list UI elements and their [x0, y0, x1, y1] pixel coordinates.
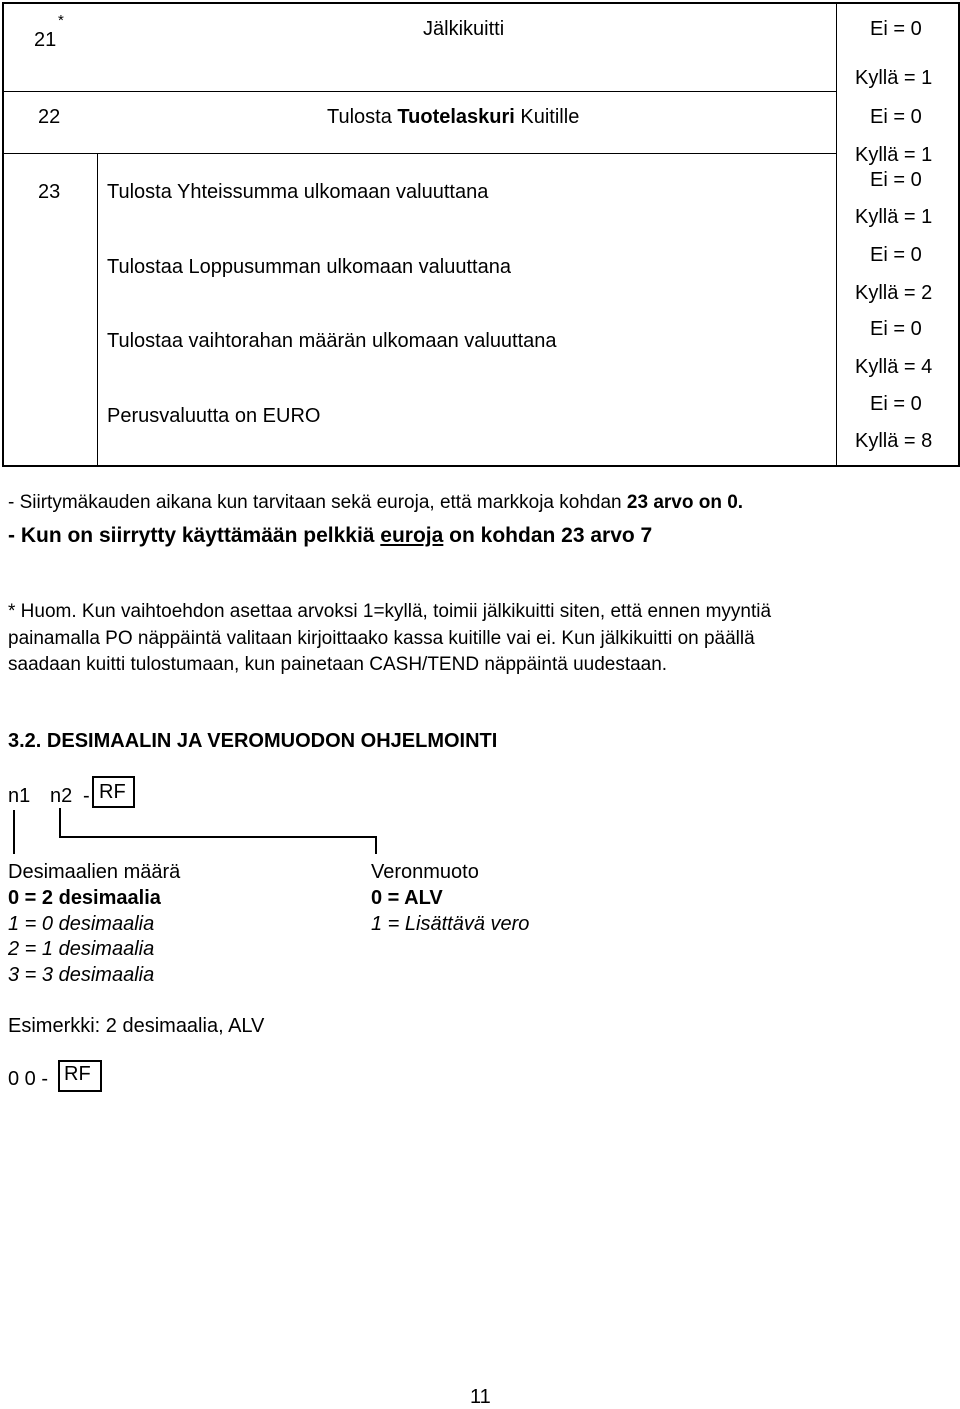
formula-n1: n1 [8, 785, 31, 807]
decimals-heading: Desimaalien määrä [8, 861, 181, 883]
row-21-number: 21 [34, 29, 57, 51]
decimals-option-3: 3 = 3 desimaalia [8, 964, 155, 986]
row-23-number: 23 [38, 181, 61, 203]
section-title: 3.2. DESIMAALIN JA VEROMUODON OHJELMOINTI [8, 730, 498, 752]
row-21-asterisk: * [58, 12, 64, 29]
page-number: 11 [470, 1386, 491, 1408]
formula-n2: n2 [50, 785, 73, 807]
rf-key-label: RF [99, 781, 126, 803]
example-rf-key-label: RF [64, 1063, 91, 1085]
decimals-option-0: 0 = 2 desimaalia [8, 887, 161, 909]
row-21-kylla: Kyllä = 1 [855, 67, 933, 89]
formula-dash: - [83, 785, 90, 807]
row-perusvaluutta-kylla: Kyllä = 8 [855, 430, 933, 452]
row-vaihtoraha-label: Tulostaa vaihtorahan määrän ulkomaan valuuttana [107, 330, 557, 352]
row-21-label: Jälkikuitti [423, 18, 505, 40]
row-22-kylla: Kyllä = 1 [855, 144, 933, 166]
note-transition: - Siirtymäkauden aikana kun tarvitaan sekä euroja, että markkoja kohdan 23 arvo on 0. [8, 492, 744, 513]
row-22-label: Tulosta Tuotelaskuri Kuitille [327, 106, 580, 128]
example-prefix: 0 0 - [8, 1068, 49, 1090]
row-vaihtoraha-ei: Ei = 0 [870, 318, 922, 340]
huom-line-2: painamalla PO näppäintä valitaan kirjoittaako kassa kuitille vai ei. Kun jälkikuitti on päällä [8, 628, 755, 649]
row-21-ei: Ei = 0 [870, 18, 922, 40]
row-23-kylla: Kyllä = 1 [855, 206, 933, 228]
huom-line-3: saadaan kuitti tulostumaan, kun painetaan CASH/TEND näppäintä uudestaan. [8, 654, 668, 675]
row-23-ei: Ei = 0 [870, 169, 922, 191]
tax-option-1: 1 = Lisättävä vero [371, 913, 530, 935]
decimals-option-1: 1 = 0 desimaalia [8, 913, 155, 935]
huom-line-1: * Huom. Kun vaihtoehdon asettaa arvoksi 1=kyllä, toimii jälkikuitti siten, että ennen myyntiä [8, 601, 772, 622]
note-euro-only: - Kun on siirrytty käyttämään pelkkiä euroja on kohdan 23 arvo 7 [8, 524, 653, 547]
tax-heading: Veronmuoto [371, 861, 479, 883]
row-perusvaluutta-ei: Ei = 0 [870, 393, 922, 415]
row-vaihtoraha-kylla: Kyllä = 4 [855, 356, 933, 378]
decimals-option-2: 2 = 1 desimaalia [8, 938, 155, 960]
row-loppusumma-kylla: Kyllä = 2 [855, 282, 933, 304]
row-22-ei: Ei = 0 [870, 106, 922, 128]
row-22-number: 22 [38, 106, 61, 128]
example-label: Esimerkki: 2 desimaalia, ALV [8, 1015, 265, 1037]
row-loppusumma-ei: Ei = 0 [870, 244, 922, 266]
row-loppusumma-label: Tulostaa Loppusumman ulkomaan valuuttana [107, 256, 511, 278]
row-23-label: Tulosta Yhteissumma ulkomaan valuuttana [107, 181, 489, 203]
row-perusvaluutta-label: Perusvaluutta on EURO [107, 405, 321, 427]
tax-option-0: 0 = ALV [371, 887, 443, 909]
